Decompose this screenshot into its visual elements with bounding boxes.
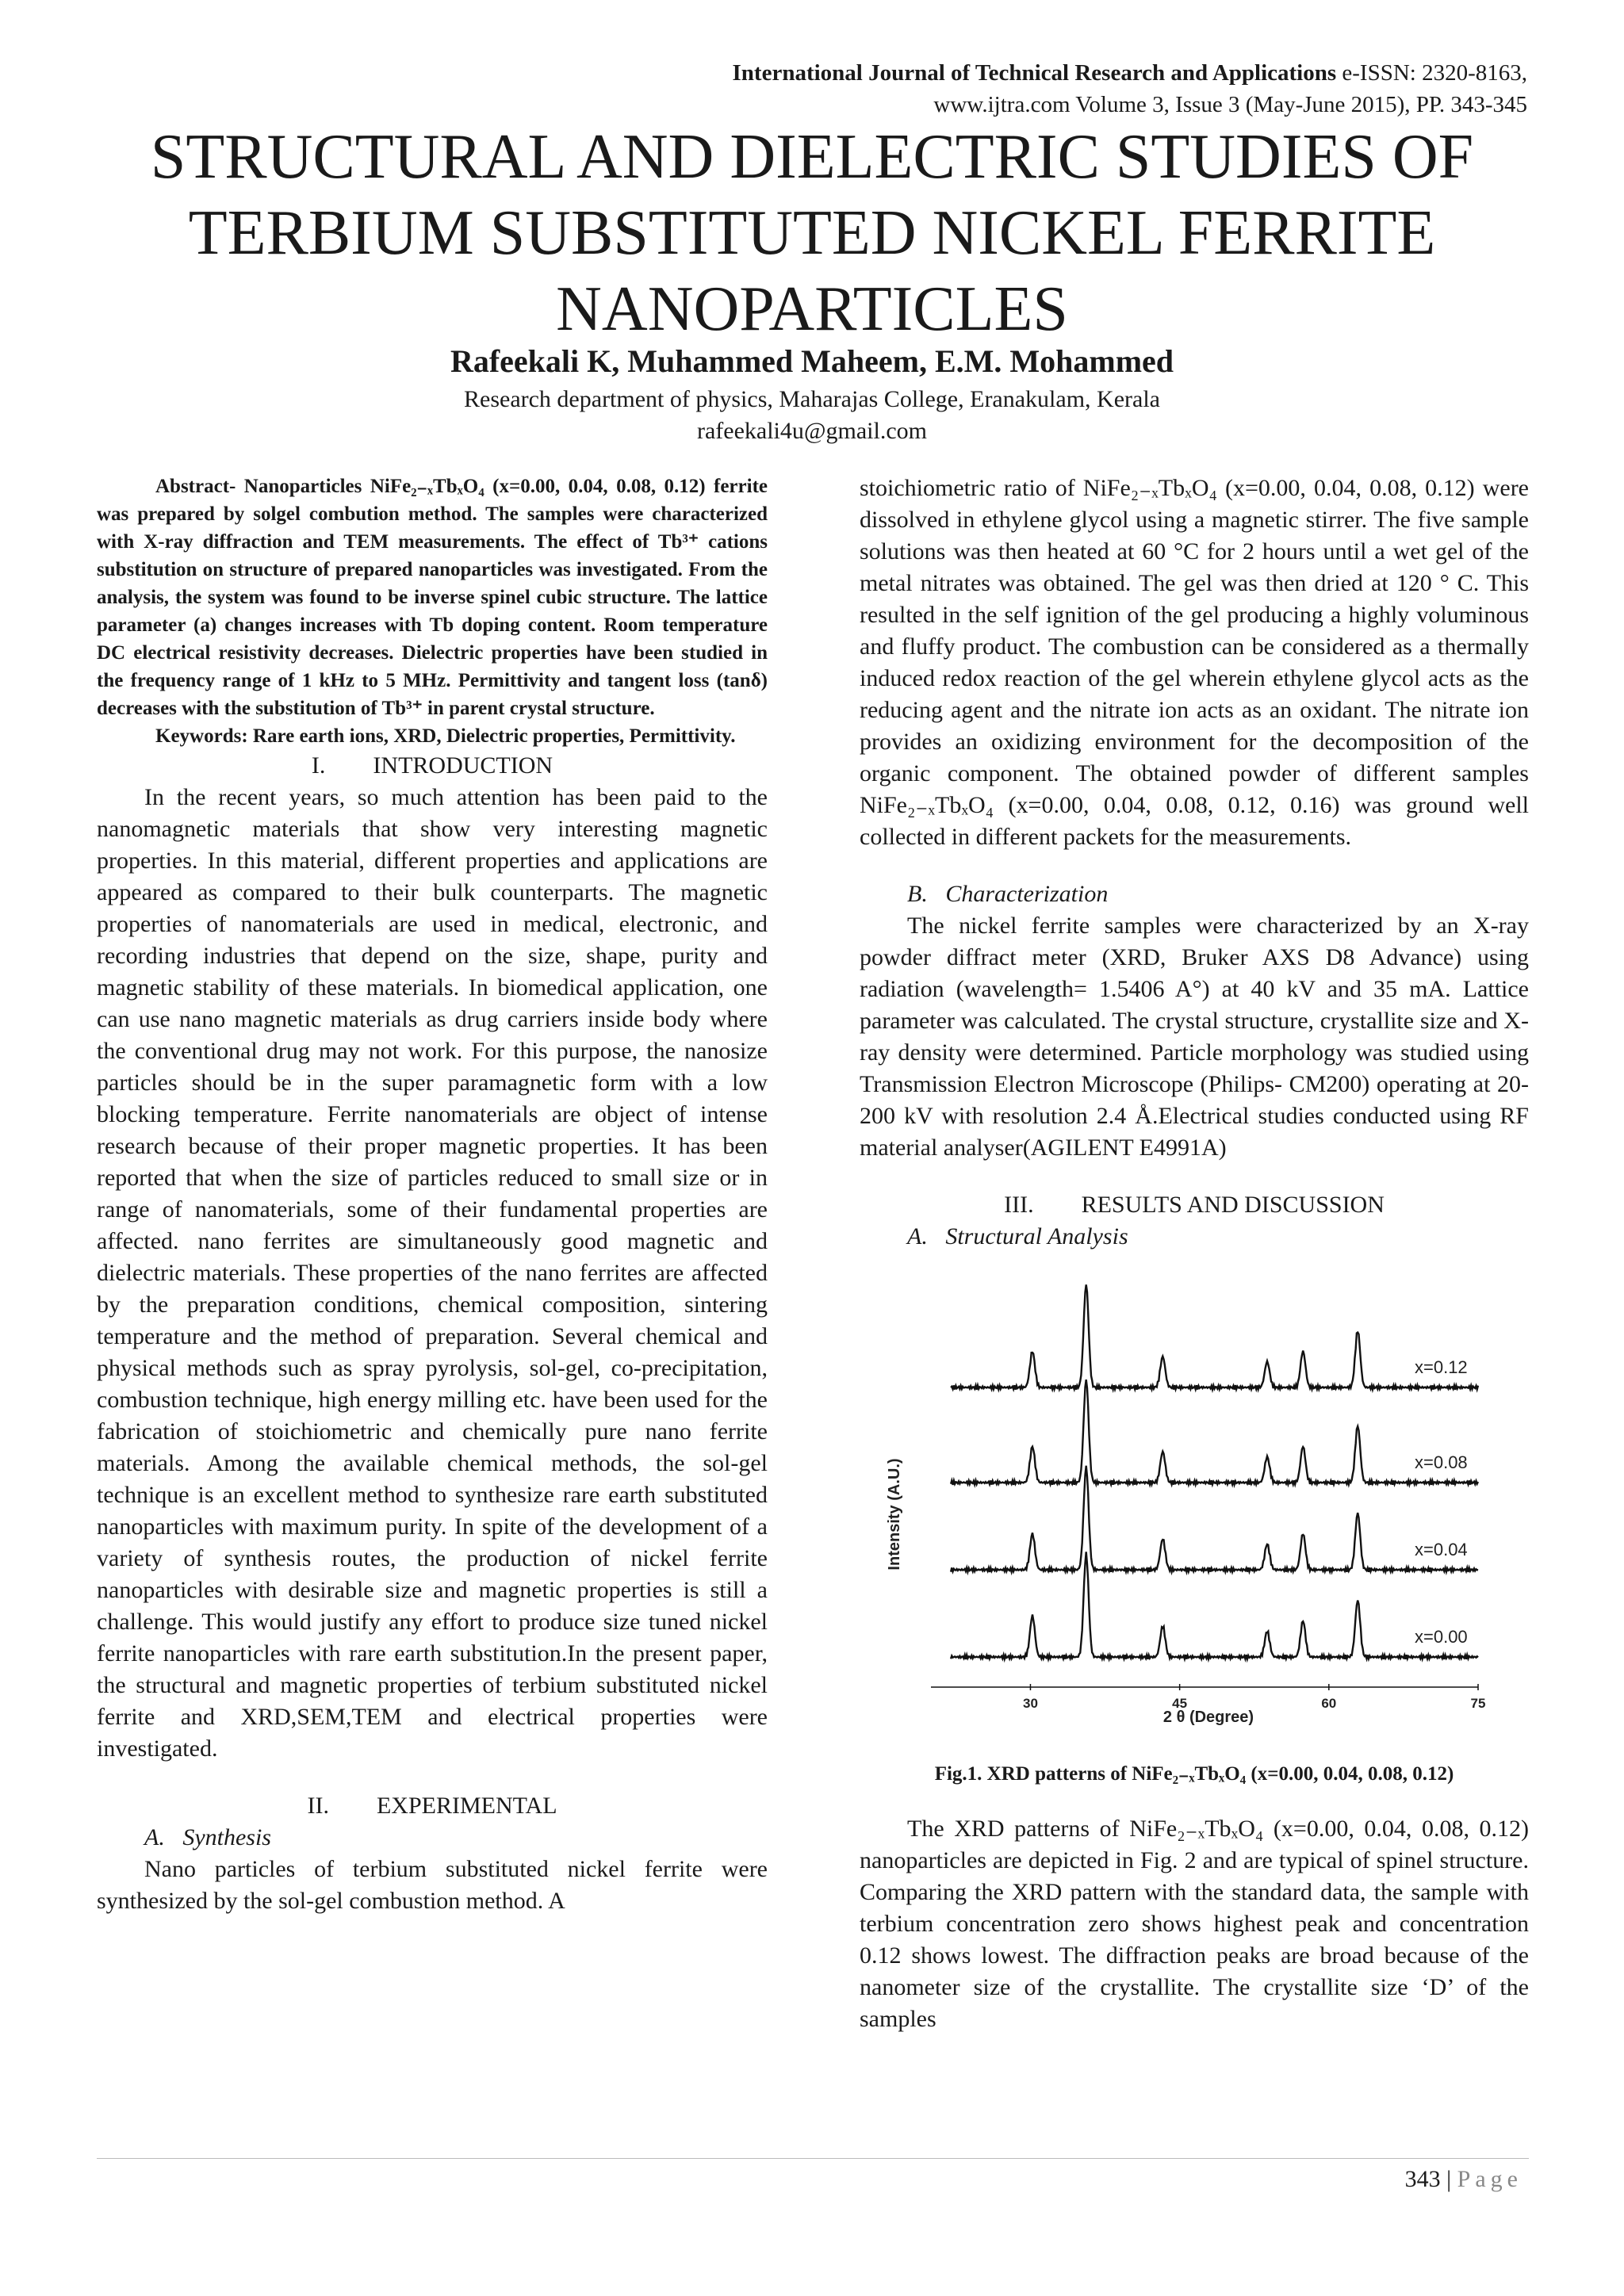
intro-text: In the recent years, so much attention has been paid to the nanomagnetic materials that show very interesting magnetic properties. In this material, different properties and applications are appeared as compared to their bulk counterparts. The magnetic properties of nanomaterials are used in medical, electronic, and recording industries that depend on the size, shape, purity and magnetic stability of these materials. In biomedical application, one can use nano magnetic materials as drug carriers inside body where the conventional drug may not work. For this purpose, the nanosize particles should be in the super paramagnetic form with a low blocking temperature. Ferrite nanomaterials are object of intense research because of their proper magnetic properties. It has been reported that when the size of particles reduced to small size or in range of nanomaterials, some of their fundamental properties are affected. nano ferrites are simultaneously good magnetic and dielectric materials. These properties of the nano ferrites are affected by the preparation conditions, chemical composition, sintering temperature and the method of preparation. Several chemical and physical methods such as spray pyrolysis, sol-gel, co-precipitation, combustion technique, high energy milling etc. have been used for the fabrication of stoichiometric and chemically pure nano ferrite materials. Among the available chemical methods, the sol-gel technique is an excellent method to synthesize rare earth substituted nanoparticles with maximum purity. In spite of the development of a variety of synthesis routes, the production of nickel ferrite nanoparticles with desirable size and magnetic properties is still a challenge. This would justify any effort to produce size tuned nickel ferrite nanoparticles with rare earth substitution.In the present paper, the structural and magnetic properties of terbium substituted nickel ferrite and XRD,SEM,TEM and electrical properties were investigated. (97, 784, 768, 1762)
figure-caption: Fig.1. XRD patterns of NiFe₂₋ₓTbₓO₄ (x=0.00, 0.04, 0.08, 0.12) (934, 1763, 1454, 1785)
x-tick-label: 75 (1470, 1696, 1486, 1711)
x-tick-label: 60 (1321, 1696, 1337, 1711)
footer-rule (97, 2158, 1529, 2159)
page-number: 343 (1404, 2166, 1441, 2192)
journal-volume: www.ijtra.com Volume 3, Issue 3 (May-June 2015), PP. 343-345 (933, 92, 1527, 117)
y-axis-label: Intensity (A.U.) (886, 1458, 903, 1571)
title-line-2: TERBIUM SUBSTITUTED NICKEL FERRITE (188, 198, 1436, 268)
left-column (97, 473, 768, 1917)
journal-issn: e-ISSN: 2320-8163, (1336, 60, 1527, 86)
xrd-figure (860, 1253, 1529, 1760)
x-tick-label: 45 (1172, 1696, 1188, 1711)
keywords: Keywords: Rare earth ions, XRD, Dielectric properties, Permittivity. (155, 725, 736, 747)
affiliation: Research department of physics, Maharajas College, Eranakulam, Kerala (464, 386, 1160, 412)
right-column (860, 473, 1529, 2035)
structural-analysis-heading: A. Structural Analysis (907, 1223, 1128, 1249)
xrd-chart (860, 1253, 1529, 1760)
journal-header (733, 57, 1527, 121)
synthesis-text-right: stoichiometric ratio of NiFe₂₋ₓTbₓO₄ (x=0.00, 0.04, 0.08, 0.12) were dissolved in ethylene glycol using a magnetic stirrer. The five sample solutions was then heated at 60 °C for 2 hours until a wet gel of the metal nitrates was obtained. The gel was then dried at 120 ° C. This resulted in the self ignition of the gel producing a highly voluminous and fluffy product. The combustion can be considered as a thermally induced redox reaction of the gel wherein ethylene glycol acts as the reducing agent and the nitrate ion acts as an oxidant. The nitrate ion provides an oxidizing environment for the decomposition of the organic component. The obtained powder of different samples NiFe₂₋ₓTbₓO₄ (x=0.00, 0.04, 0.08, 0.12, 0.16) was ground well collected in different packets for the measurements. (860, 475, 1529, 850)
series-label: x=0.04 (1415, 1540, 1468, 1559)
paper-title (0, 119, 1624, 347)
email: rafeekali4u@gmail.com (696, 418, 927, 444)
affiliation-block (0, 384, 1624, 447)
characterization-text: The nickel ferrite samples were characterized by an X-ray powder diffract meter (XRD, Bruker AXS D8 Advance) using radiation (wavelength= 1.5406 A°) at 40 kV and 35 mA. Lattice parameter was calculated. The crystal structure, crystallite size and X-ray density were determined. Particle morphology was studied using Transmission Electron Microscope (Philips- CM200) operating at 20-200 kV with resolution 2.4 Å.Electrical studies conducted using RF material analyser(AGILENT E4991A) (860, 913, 1529, 1161)
results-heading: III. RESULTS AND DISCUSSION (1004, 1192, 1385, 1218)
xrd-series-x=0.12 (951, 1284, 1478, 1389)
journal-name: International Journal of Technical Research and Applications (732, 60, 1337, 86)
x-tick-label: 30 (1022, 1696, 1038, 1711)
synthesis-heading: A. Synthesis (144, 1824, 271, 1850)
synthesis-text-left: Nano particles of terbium substituted nickel ferrite were synthesized by the sol-gel combustion method. A (97, 1856, 768, 1914)
series-label: x=0.12 (1415, 1357, 1468, 1377)
title-line-1: STRUCTURAL AND DIELECTRIC STUDIES OF (150, 122, 1474, 192)
authors: Rafeekali K, Muhammed Maheem, E.M. Mohammed (450, 343, 1174, 379)
experimental-heading: II. EXPERIMENTAL (307, 1793, 557, 1819)
series-label: x=0.00 (1415, 1627, 1468, 1647)
page-footer (1405, 2166, 1522, 2193)
page-separator: | (1440, 2166, 1457, 2192)
characterization-heading: B. Characterization (907, 881, 1109, 907)
series-label: x=0.08 (1415, 1452, 1468, 1472)
title-line-3: NANOPARTICLES (556, 274, 1068, 344)
xrd-text: The XRD patterns of NiFe₂₋ₓTbₓO₄ (x=0.00, 0.04, 0.08, 0.12) nanoparticles are depicted in Fig. 2 and are typical of spinel structure. Comparing the XRD pattern with the standard data, the sample with terbium concentration zero shows highest peak and concentration 0.12 shows lowest. The diffraction peaks are broad because of the nanometer size of the crystallite. The crystallite size ‘D’ of the samples (860, 1816, 1529, 2032)
page-word: Page (1457, 2166, 1522, 2192)
x-axis-label: 2 θ (Degree) (1162, 1709, 1254, 1726)
abstract: Abstract- Nanoparticles NiFe₂₋ₓTbₓO₄ (x=0.00, 0.04, 0.08, 0.12) ferrite was prepared by solgel combution method. The samples were characterized with X-ray diffraction and TEM measurements. The effect of Tb³⁺ cations substitution on structure of prepared nanoparticles was investigated. From the analysis, the system was found to be inverse spinel cubic structure. The lattice parameter (a) changes increases with Tb doping content. Room temperature DC electrical resistivity decreases. Dielectric properties have been studied in the frequency range of 1 kHz to 5 MHz. Permittivity and tangent loss (tanδ) decreases with the substitution of Tb³⁺ in parent crystal structure. (97, 476, 768, 719)
xrd-series-x=0.08 (951, 1380, 1478, 1485)
intro-heading: I. INTRODUCTION (311, 752, 553, 779)
